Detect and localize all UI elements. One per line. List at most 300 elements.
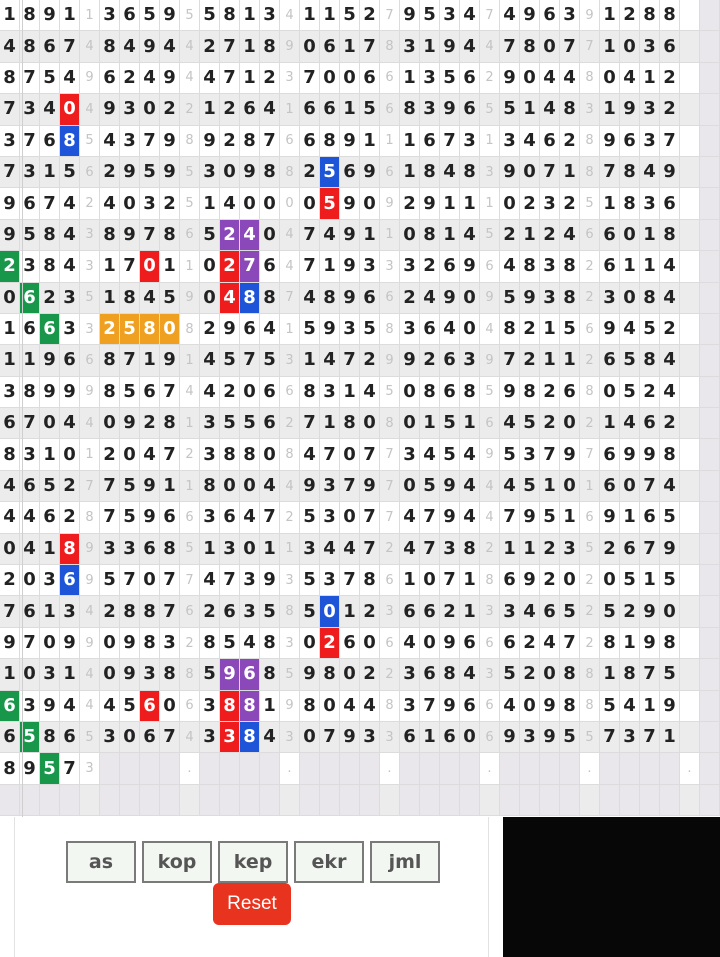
grid-cell: 9 [220, 659, 240, 690]
grid-cell: 6 [100, 63, 120, 94]
grid-separator-cell [80, 785, 100, 816]
kep-button[interactable]: kep [218, 841, 288, 883]
grid-cell: 9 [340, 126, 360, 157]
grid-cell: 1 [340, 31, 360, 62]
grid-cell: 5 [140, 157, 160, 188]
grid-cell: 8 [120, 283, 140, 314]
grid-cell: 7 [440, 126, 460, 157]
grid-separator-cell: 6 [180, 502, 200, 533]
grid-separator-cell: 9 [80, 377, 100, 408]
grid-cell: 5 [560, 596, 580, 627]
grid-separator-cell: 5 [80, 722, 100, 753]
grid-separator-cell [680, 220, 700, 251]
grid-cell: 7 [160, 565, 180, 596]
grid-cell: 3 [640, 126, 660, 157]
grid-cell [420, 753, 440, 784]
grid-cell: 1 [640, 691, 660, 722]
grid-separator-cell [680, 31, 700, 62]
grid-cell: 3 [640, 31, 660, 62]
grid-cell: 1 [40, 596, 60, 627]
grid-cell: 1 [520, 534, 540, 565]
grid-cell: 7 [360, 534, 380, 565]
grid-separator-cell: 1 [280, 534, 300, 565]
grid-cell: 3 [20, 251, 40, 282]
grid-cell: 8 [660, 439, 680, 470]
grid-cell: 8 [400, 94, 420, 125]
grid-cell: 0 [100, 628, 120, 659]
grid-cell: 0 [140, 94, 160, 125]
kop-button[interactable]: kop [142, 841, 212, 883]
grid-cell: 5 [220, 408, 240, 439]
grid-cell: 0 [400, 471, 420, 502]
grid-cell: 2 [560, 126, 580, 157]
grid-cell: 3 [240, 565, 260, 596]
grid-cell: 2 [200, 314, 220, 345]
grid-cell: 3 [460, 345, 480, 376]
grid-cell: 3 [200, 691, 220, 722]
grid-cell: 2 [660, 408, 680, 439]
grid-cell: 5 [620, 377, 640, 408]
grid-cell: 1 [340, 94, 360, 125]
grid-cell: 3 [160, 628, 180, 659]
grid-cell [160, 753, 180, 784]
grid-separator-cell: 3 [80, 314, 100, 345]
grid-cell: 6 [220, 502, 240, 533]
grid-separator-cell: 3 [480, 659, 500, 690]
grid-separator-cell: 8 [580, 659, 600, 690]
grid-cell: 7 [140, 220, 160, 251]
grid-separator-cell: 1 [480, 188, 500, 219]
grid-cell: 7 [120, 565, 140, 596]
grid-cell: 7 [260, 126, 280, 157]
grid-cell: 5 [420, 0, 440, 31]
grid-cell: 5 [440, 63, 460, 94]
grid-separator-cell [680, 377, 700, 408]
grid-cell: 6 [340, 157, 360, 188]
grid-cell: 4 [60, 408, 80, 439]
grid-cell: 3 [260, 0, 280, 31]
grid-cell: 1 [620, 502, 640, 533]
grid-separator-cell: 4 [280, 220, 300, 251]
grid-cell: 4 [40, 94, 60, 125]
grid-cell [320, 753, 340, 784]
grid-cell: 8 [20, 0, 40, 31]
grid-cell: 4 [460, 659, 480, 690]
grid-cell: 5 [260, 596, 280, 627]
grid-cell: 4 [200, 63, 220, 94]
grid-cell: 9 [120, 628, 140, 659]
grid-separator-cell: 4 [480, 502, 500, 533]
grid-cell: 6 [20, 471, 40, 502]
grid-cell: 4 [620, 408, 640, 439]
grid-cell: 3 [340, 314, 360, 345]
grid-separator-cell: 6 [180, 596, 200, 627]
grid-cell: 5 [140, 0, 160, 31]
grid-cell: 0 [300, 722, 320, 753]
grid-cell: 0 [240, 534, 260, 565]
grid-cell: 0 [140, 251, 160, 282]
grid-cell: 9 [120, 408, 140, 439]
grid-cell: 1 [400, 63, 420, 94]
grid-cell: 6 [540, 126, 560, 157]
grid-cell: 8 [100, 377, 120, 408]
grid-cell: 8 [340, 408, 360, 439]
grid-cell: 2 [360, 345, 380, 376]
grid-cell: 8 [240, 439, 260, 470]
grid-cell: 7 [360, 439, 380, 470]
grid-cell: 8 [100, 345, 120, 376]
grid-cell: 8 [320, 659, 340, 690]
grid-cell: 7 [500, 502, 520, 533]
grid-cell: 4 [340, 691, 360, 722]
grid-separator-cell: 8 [280, 157, 300, 188]
grid-cell: 4 [60, 188, 80, 219]
grid-cell: 9 [340, 722, 360, 753]
grid-separator-cell: 9 [180, 283, 200, 314]
grid-cell: 0 [560, 471, 580, 502]
grid-separator-cell: 5 [80, 126, 100, 157]
grid-cell [220, 753, 240, 784]
grid-cell: 1 [240, 0, 260, 31]
grid-cell: 1 [600, 0, 620, 31]
grid-cell: 4 [200, 377, 220, 408]
grid-cell: 6 [460, 94, 480, 125]
grid-separator-cell: 7 [580, 31, 600, 62]
grid-cell [600, 785, 620, 816]
grid-cell [700, 753, 720, 784]
grid-cell: 1 [520, 94, 540, 125]
grid-separator-cell: 5 [180, 157, 200, 188]
grid-cell: 5 [360, 94, 380, 125]
grid-separator-cell: 5 [80, 283, 100, 314]
grid-separator-cell: 8 [480, 565, 500, 596]
grid-cell: 4 [60, 63, 80, 94]
grid-cell: 9 [640, 628, 660, 659]
grid-separator-cell: 8 [180, 126, 200, 157]
grid-cell: 5 [420, 471, 440, 502]
grid-cell: 0 [240, 471, 260, 502]
ekr-button[interactable]: ekr [294, 841, 364, 883]
grid-separator-cell: 3 [280, 722, 300, 753]
grid-separator-cell [680, 283, 700, 314]
grid-cell: 8 [200, 628, 220, 659]
grid-separator-cell: 4 [480, 314, 500, 345]
grid-cell: 5 [120, 377, 140, 408]
grid-separator-cell: 3 [80, 251, 100, 282]
grid-cell: 1 [40, 534, 60, 565]
grid-cell: 9 [20, 753, 40, 784]
grid-cell: 1 [240, 31, 260, 62]
grid-cell: 3 [320, 377, 340, 408]
grid-cell: 9 [60, 377, 80, 408]
grid-cell: 9 [40, 0, 60, 31]
grid-cell: 4 [320, 534, 340, 565]
grid-separator-cell: 8 [180, 659, 200, 690]
grid-cell: 6 [600, 471, 620, 502]
grid-separator-cell: 7 [580, 439, 600, 470]
grid-separator-cell: 0 [280, 188, 300, 219]
grid-cell: 4 [60, 251, 80, 282]
grid-separator-cell [680, 534, 700, 565]
grid-cell: 3 [40, 565, 60, 596]
grid-cell: 8 [100, 220, 120, 251]
grid-cell: 7 [360, 502, 380, 533]
grid-cell: 5 [240, 408, 260, 439]
grid-separator-cell: . [380, 753, 400, 784]
grid-cell: 5 [500, 659, 520, 690]
grid-cell [120, 785, 140, 816]
grid-cell: 5 [120, 691, 140, 722]
grid-separator-cell: 2 [80, 188, 100, 219]
grid-cell: 3 [540, 251, 560, 282]
grid-cell: 8 [560, 251, 580, 282]
grid-cell: 3 [400, 691, 420, 722]
grid-cell: 0 [220, 157, 240, 188]
grid-separator-cell: 8 [580, 377, 600, 408]
grid-cell: 8 [240, 126, 260, 157]
grid-separator-cell [180, 785, 200, 816]
grid-cell: 9 [660, 534, 680, 565]
grid-cell: 4 [620, 691, 640, 722]
grid-separator-cell: 2 [580, 408, 600, 439]
grid-cell: 8 [40, 722, 60, 753]
grid-cell: 2 [360, 0, 380, 31]
grid-cell: 0 [300, 628, 320, 659]
grid-cell: 1 [40, 157, 60, 188]
grid-cell: 6 [400, 596, 420, 627]
grid-cell: 7 [0, 94, 20, 125]
grid-cell: 0 [220, 471, 240, 502]
grid-cell: 1 [300, 345, 320, 376]
grid-cell: 0 [620, 31, 640, 62]
grid-cell: 9 [620, 94, 640, 125]
grid-cell: 6 [300, 94, 320, 125]
grid-cell: 4 [460, 220, 480, 251]
grid-cell: 3 [200, 439, 220, 470]
grid-cell: 0 [600, 377, 620, 408]
grid-cell: 5 [200, 0, 220, 31]
grid-cell: 0 [520, 157, 540, 188]
grid-cell: 8 [500, 314, 520, 345]
grid-cell: 6 [260, 408, 280, 439]
grid-cell: 0 [0, 283, 20, 314]
grid-cell: 1 [400, 126, 420, 157]
grid-cell: 4 [440, 314, 460, 345]
grid-cell: 5 [300, 565, 320, 596]
grid-cell: 0 [160, 314, 180, 345]
grid-cell: 4 [620, 314, 640, 345]
grid-cell: 8 [260, 659, 280, 690]
grid-cell: 5 [220, 345, 240, 376]
grid-separator-cell: . [280, 753, 300, 784]
grid-cell: 2 [220, 377, 240, 408]
grid-cell: 8 [240, 722, 260, 753]
grid-separator-cell: 3 [280, 345, 300, 376]
grid-cell: 1 [0, 314, 20, 345]
grid-cell: 4 [400, 502, 420, 533]
grid-cell: 1 [60, 659, 80, 690]
grid-cell: 2 [220, 126, 240, 157]
grid-separator-cell: 2 [380, 659, 400, 690]
grid-cell: 2 [660, 94, 680, 125]
grid-cell: 4 [100, 188, 120, 219]
grid-cell: 1 [620, 628, 640, 659]
grid-cell: 0 [160, 691, 180, 722]
grid-separator-cell: 5 [480, 220, 500, 251]
grid-cell: 5 [640, 314, 660, 345]
grid-cell [420, 785, 440, 816]
grid-cell: 7 [600, 722, 620, 753]
grid-cell: 0 [520, 63, 540, 94]
grid-cell: 9 [140, 502, 160, 533]
grid-cell: 7 [340, 345, 360, 376]
grid-cell: 1 [460, 408, 480, 439]
grid-cell: 3 [520, 722, 540, 753]
grid-separator-cell [680, 502, 700, 533]
grid-separator-cell: 8 [280, 596, 300, 627]
grid-separator-cell: 1 [480, 126, 500, 157]
grid-separator-cell: 2 [180, 628, 200, 659]
grid-cell: 8 [560, 691, 580, 722]
grid-cell: 3 [60, 283, 80, 314]
grid-cell: 4 [620, 63, 640, 94]
grid-cell: 0 [660, 596, 680, 627]
grid-cell: 0 [360, 408, 380, 439]
grid-cell: 8 [60, 534, 80, 565]
grid-cell: 6 [420, 126, 440, 157]
grid-cell: 4 [660, 377, 680, 408]
grid-cell: 0 [540, 659, 560, 690]
grid-cell: 7 [20, 408, 40, 439]
grid-cell: 4 [200, 345, 220, 376]
grid-cell: 6 [620, 126, 640, 157]
grid-cell [200, 785, 220, 816]
grid-cell: 5 [120, 471, 140, 502]
grid-cell: 6 [660, 188, 680, 219]
grid-cell: 3 [220, 534, 240, 565]
grid-cell: 6 [440, 345, 460, 376]
grid-cell: 9 [440, 31, 460, 62]
grid-cell: 5 [40, 63, 60, 94]
as-button[interactable]: as [66, 841, 136, 883]
grid-cell: 0 [460, 314, 480, 345]
grid-separator-cell: 9 [580, 0, 600, 31]
grid-separator-cell: 9 [480, 283, 500, 314]
grid-cell: 5 [520, 471, 540, 502]
jml-button[interactable]: jml [370, 841, 440, 883]
grid-cell [160, 785, 180, 816]
grid-cell: 5 [440, 439, 460, 470]
grid-cell: 9 [500, 157, 520, 188]
grid-cell: 4 [20, 534, 40, 565]
grid-cell: 6 [0, 691, 20, 722]
grid-cell [640, 785, 660, 816]
grid-separator-cell [680, 314, 700, 345]
reset-button[interactable]: Reset [213, 883, 291, 925]
grid-separator-cell [680, 251, 700, 282]
grid-cell: 8 [640, 345, 660, 376]
grid-cell: 9 [500, 377, 520, 408]
grid-separator-cell: 2 [580, 565, 600, 596]
grid-cell [240, 753, 260, 784]
grid-cell: 7 [240, 345, 260, 376]
grid-cell: 0 [460, 283, 480, 314]
grid-cell: 5 [300, 502, 320, 533]
grid-cell: 8 [620, 188, 640, 219]
grid-cell: 9 [440, 94, 460, 125]
grid-cell: 1 [640, 565, 660, 596]
grid-cell: 8 [220, 691, 240, 722]
grid-cell: 5 [440, 408, 460, 439]
grid-separator-cell [680, 94, 700, 125]
grid-cell: 6 [260, 251, 280, 282]
grid-cell: 1 [460, 188, 480, 219]
grid-cell: 3 [60, 314, 80, 345]
grid-separator-cell: 4 [180, 377, 200, 408]
grid-cell: 5 [540, 502, 560, 533]
grid-separator-cell: 4 [180, 722, 200, 753]
grid-separator-cell: 8 [180, 314, 200, 345]
grid-cell [700, 408, 720, 439]
grid-cell: 8 [220, 0, 240, 31]
grid-cell: 1 [100, 283, 120, 314]
grid-cell: 4 [360, 377, 380, 408]
grid-cell: 7 [640, 534, 660, 565]
grid-cell: 3 [500, 596, 520, 627]
grid-cell: 3 [20, 94, 40, 125]
grid-separator-cell: 9 [80, 534, 100, 565]
grid-separator-cell: 4 [180, 63, 200, 94]
grid-cell: 0 [360, 188, 380, 219]
grid-cell: 3 [400, 659, 420, 690]
grid-cell: 5 [40, 753, 60, 784]
grid-cell: 9 [620, 439, 640, 470]
grid-separator-cell [680, 63, 700, 94]
grid-cell: 4 [100, 126, 120, 157]
grid-cell: 2 [520, 345, 540, 376]
grid-separator-cell: 8 [280, 439, 300, 470]
grid-cell: 3 [220, 722, 240, 753]
grid-cell: 9 [440, 471, 460, 502]
grid-cell: 6 [400, 722, 420, 753]
grid-cell: 7 [600, 157, 620, 188]
grid-separator-cell: 1 [580, 471, 600, 502]
grid-cell: 5 [660, 659, 680, 690]
grid-cell: 2 [620, 0, 640, 31]
grid-separator-cell [680, 659, 700, 690]
grid-cell: 0 [320, 691, 340, 722]
grid-separator-cell: 5 [280, 659, 300, 690]
grid-cell: 8 [660, 0, 680, 31]
grid-cell: 8 [640, 283, 660, 314]
grid-cell: 9 [0, 188, 20, 219]
grid-cell [700, 691, 720, 722]
grid-cell: 4 [140, 63, 160, 94]
grid-separator-cell: 5 [180, 188, 200, 219]
grid-cell [700, 659, 720, 690]
grid-separator-cell: 2 [580, 628, 600, 659]
grid-cell [500, 785, 520, 816]
grid-separator-cell: . [180, 753, 200, 784]
grid-separator-cell: 9 [280, 691, 300, 722]
grid-separator-cell: 2 [480, 63, 500, 94]
grid-cell [440, 785, 460, 816]
grid-cell [700, 377, 720, 408]
grid-left-rule [22, 0, 23, 817]
grid-separator-cell [680, 565, 700, 596]
grid-cell: 0 [120, 439, 140, 470]
grid-cell: 3 [400, 439, 420, 470]
